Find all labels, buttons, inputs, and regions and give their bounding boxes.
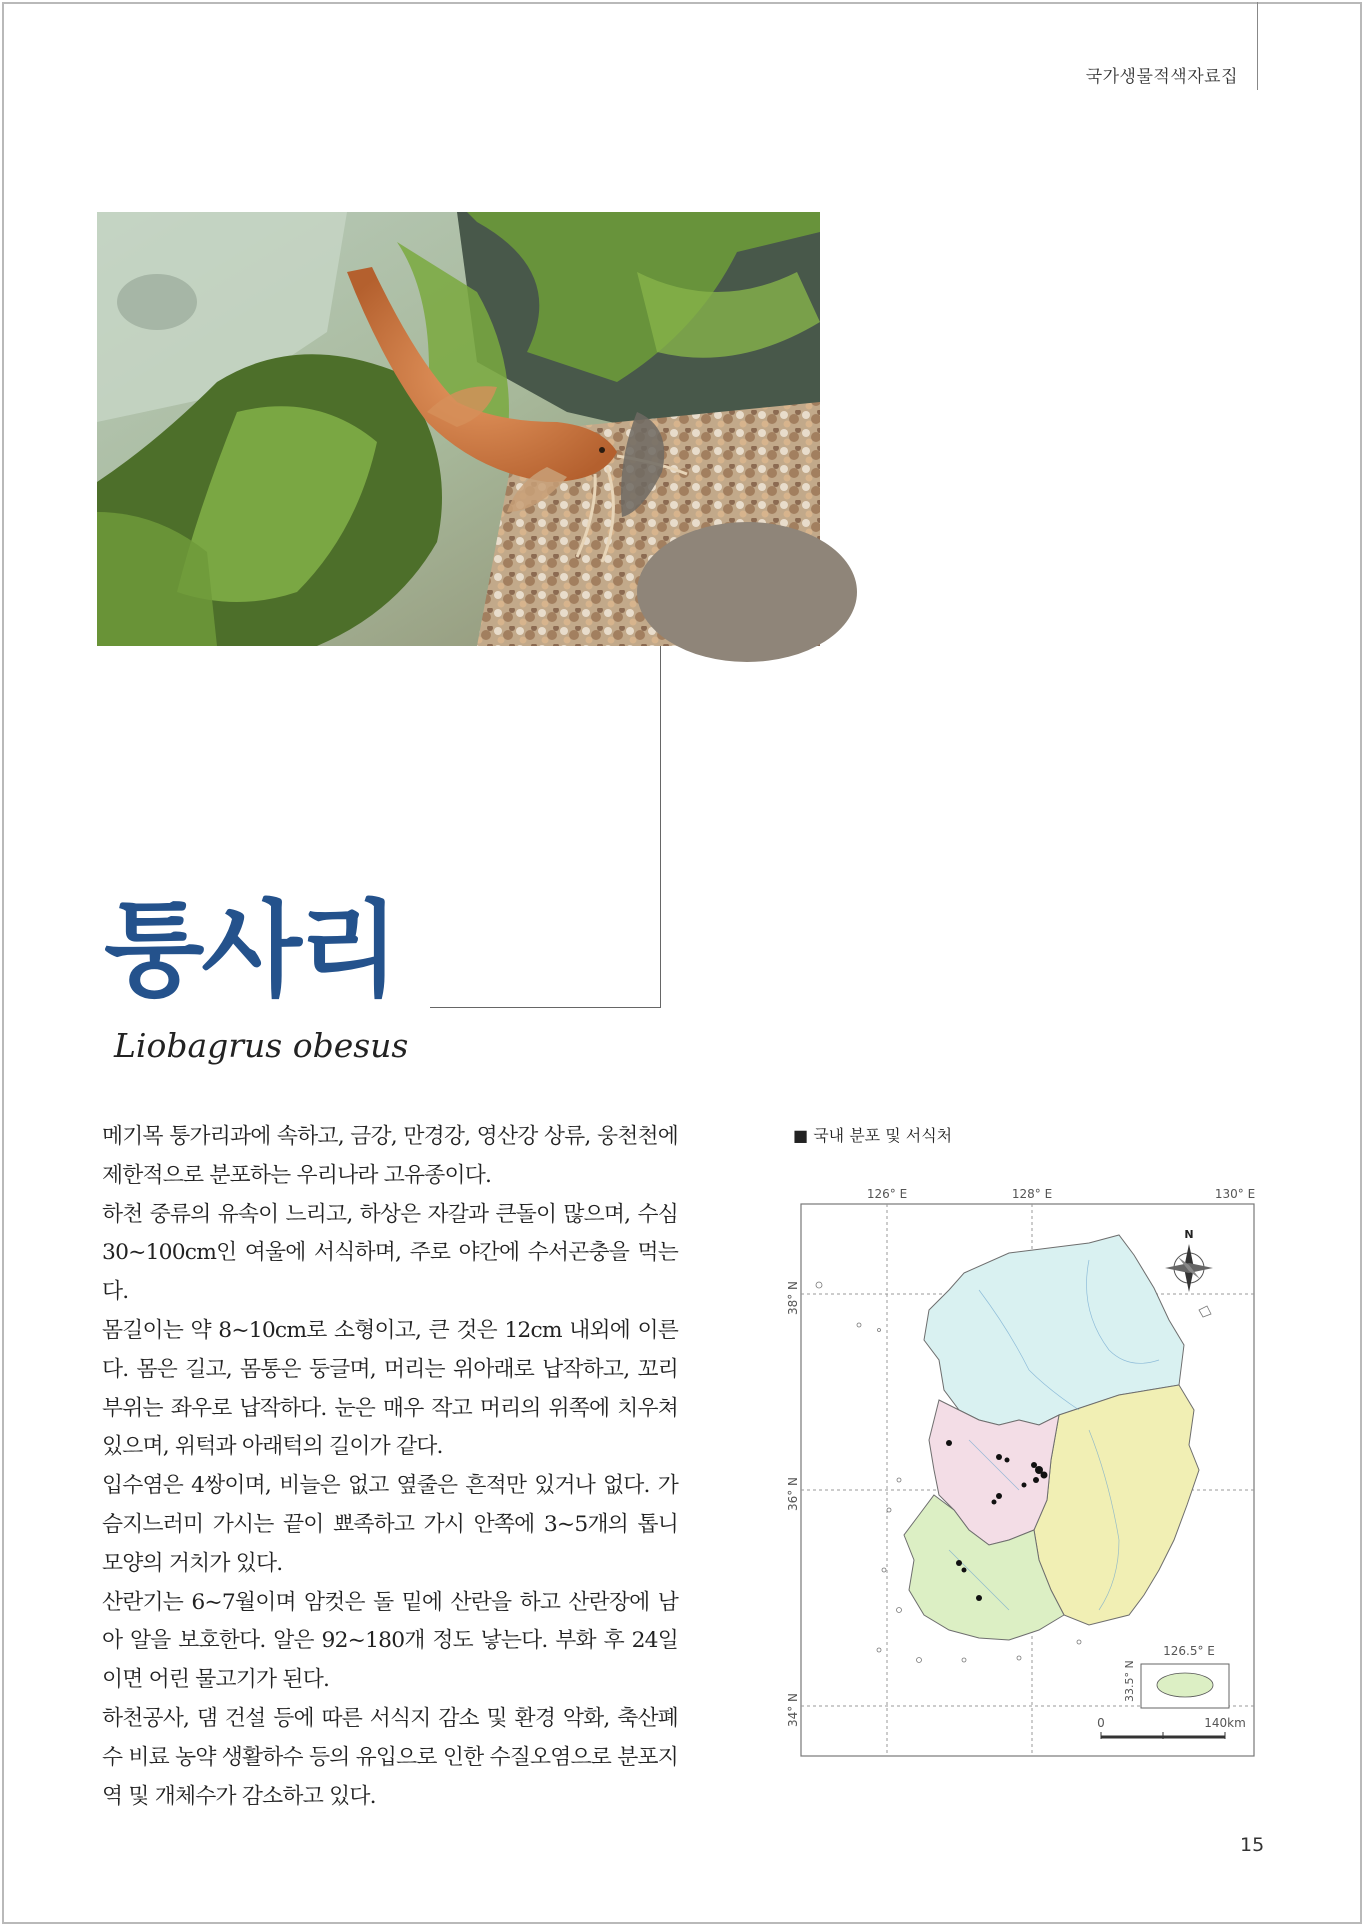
- lon-label: 128° E: [1011, 1187, 1053, 1201]
- description-paragraph: 메기목 퉁가리과에 속하고, 금강, 만경강, 영산강 상류, 웅천천에 제한적으로 분포하는 우리나라 고유종이다.: [102, 1124, 678, 1188]
- species-photo: [97, 212, 820, 646]
- description-paragraph: 몸길이는 약 8~10cm로 소형이고, 큰 것은 12cm 내외에 이른다. 몸은 길고, 몸통은 둥글며, 머리는 위아래로 납작하고, 꼬리 부위는 좌우로 납작하다. 눈은 매우 작고 머리의 위쪽에 치우쳐 있으며, 위턱과 아래턱의 길이가 같다.: [102, 1317, 678, 1460]
- north-label: N: [1184, 1228, 1194, 1241]
- lat-label: 38° N: [786, 1280, 800, 1316]
- header-rule: [1257, 2, 1258, 90]
- lat-label: 34° N: [786, 1692, 800, 1728]
- decorative-vertical-rule: [660, 646, 661, 1008]
- running-header: 국가생물적색자료집: [1085, 67, 1238, 87]
- description-paragraph: 하천 중류의 유속이 느리고, 하상은 자갈과 큰돌이 많으며, 수심 30~100cm인 여울에 서식하며, 주로 야간에 수서곤충을 먹는다.: [102, 1201, 678, 1305]
- description-paragraph: 하천공사, 댐 건설 등에 따른 서식지 감소 및 환경 악화, 축산폐수 비료 농약 생활하수 등의 유입으로 인한 수질오염으로 분포지역 및 개체수가 감소하고 있다.: [102, 1705, 678, 1809]
- species-scientific-name: Liobagrus obesus: [114, 1026, 409, 1065]
- scale-start: 0: [1097, 1716, 1105, 1730]
- lat-label: 36° N: [786, 1476, 800, 1512]
- inset-lon-label: 126.5° E: [1163, 1644, 1215, 1658]
- species-common-name: 퉁사리: [104, 889, 397, 1011]
- lon-label: 126° E: [866, 1187, 908, 1201]
- scale-end: 140km: [1204, 1716, 1246, 1730]
- description-paragraph: 산란기는 6~7월이며 암컷은 돌 밑에 산란을 하고 산란장에 남아 알을 보호한다. 알은 92~180개 정도 낳는다. 부화 후 24일이면 어린 물고기가 된다.: [102, 1589, 678, 1693]
- species-description: [102, 1118, 678, 1816]
- lon-label: 130° E: [1214, 1187, 1256, 1201]
- inset-lat-label: 33.5° N: [1123, 1660, 1136, 1702]
- distribution-map: [786, 1180, 1269, 1760]
- page-number: 15: [1240, 1834, 1265, 1856]
- decorative-horizontal-rule: [430, 1007, 661, 1008]
- map-caption: ■ 국내 분포 및 서식처: [793, 1126, 953, 1145]
- description-paragraph: 입수염은 4쌍이며, 비늘은 없고 옆줄은 흔적만 있거나 없다. 가슴지느러미 가시는 끝이 뾰족하고 가시 안쪽에 3~5개의 톱니 모양의 거치가 있다.: [102, 1473, 678, 1576]
